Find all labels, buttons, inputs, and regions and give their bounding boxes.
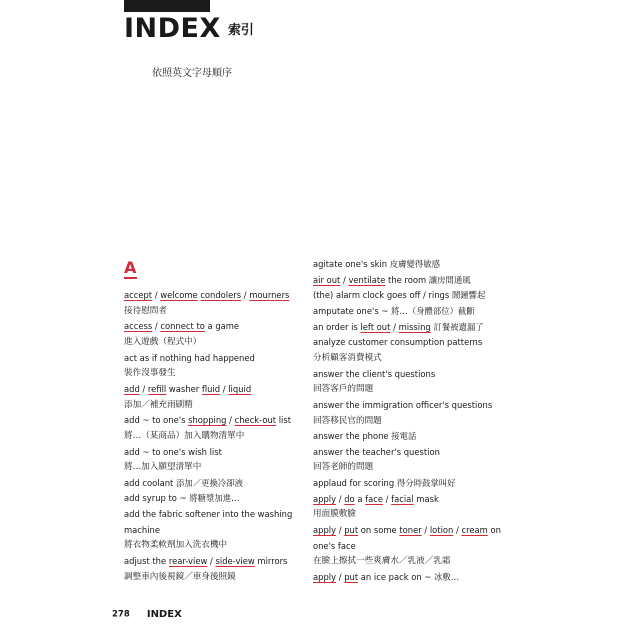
- index-translation: 回答老師的問題: [313, 462, 374, 473]
- index-entry: [313, 368, 435, 380]
- index-translation: 將衣物柔軟劑加入洗衣機中: [124, 540, 228, 551]
- entry-text: analyze customer consumption patterns: [313, 337, 483, 348]
- index-entry: [313, 289, 485, 301]
- entry-text: one's face: [313, 540, 356, 551]
- index-entry: [124, 555, 287, 567]
- index-translation: 調整車內後視鏡／車身後照鏡: [124, 571, 236, 582]
- index-entry: [313, 493, 439, 505]
- entry-text: adjust the: [124, 556, 169, 567]
- entry-text: add ~ to one's wish list: [124, 446, 222, 457]
- index-translation: 用面膜敷臉: [313, 509, 356, 520]
- entry-text: add the fabric softener into the washing: [124, 509, 293, 520]
- index-entry: [313, 446, 440, 458]
- index-entry: [313, 477, 455, 489]
- entry-text: /: [421, 525, 430, 536]
- entry-text: mask: [413, 493, 439, 504]
- entry-text: a: [354, 493, 366, 504]
- keyword-underlined: mourners: [249, 290, 290, 300]
- entry-text: act as if nothing had happened: [124, 352, 255, 363]
- keyword-underlined: apply: [313, 525, 337, 536]
- page-footer: [112, 604, 182, 623]
- index-translation: 添加／補充雨刷精: [124, 399, 193, 410]
- index-entry: [313, 540, 356, 552]
- keyword-underlined: toner: [399, 525, 422, 536]
- index-entry: [124, 320, 239, 332]
- keyword-underlined: do: [344, 493, 355, 504]
- entry-text: on some: [358, 525, 400, 536]
- entry-text: /: [336, 525, 345, 536]
- entry-text: /: [336, 572, 345, 582]
- title-chinese: 索引: [227, 23, 254, 38]
- keyword-underlined: condolers: [200, 290, 242, 300]
- entry-text: answer the teacher's question: [313, 446, 440, 457]
- keyword-underlined: apply: [313, 572, 337, 582]
- entry-text: /: [336, 493, 345, 504]
- entry-text: list: [276, 415, 292, 426]
- index-entry: [313, 399, 492, 411]
- index-entry: [124, 524, 160, 536]
- keyword-underlined: ventilate: [348, 274, 386, 285]
- index-entry: [313, 571, 459, 583]
- keyword-underlined: rear-view: [168, 556, 208, 567]
- entry-text: machine: [124, 524, 160, 535]
- section-letter-underline: [124, 277, 137, 279]
- entry-text: /: [152, 290, 161, 300]
- keyword-underlined: apply: [313, 493, 337, 504]
- keyword-underlined: check-out: [234, 415, 277, 426]
- index-entry: [124, 492, 239, 504]
- index-entry: [313, 305, 475, 317]
- index-translation: 回答客戶的問題: [313, 384, 374, 395]
- index-entry: [124, 414, 291, 426]
- keyword-underlined: side-view: [215, 556, 255, 567]
- entry-text: add coolant 添加／更換冷卻液: [124, 477, 243, 488]
- keyword-underlined: refill: [147, 383, 167, 394]
- title-main: INDEX: [124, 13, 221, 44]
- keyword-underlined: put: [344, 572, 359, 582]
- index-entry: [124, 383, 251, 395]
- keyword-underlined: accept: [124, 290, 153, 300]
- index-entry: [313, 321, 484, 333]
- entry-text: add ~ to one's: [124, 415, 189, 426]
- index-translation: 將…加入願望清單中: [124, 462, 202, 473]
- entry-text: answer the immigration officer's questions: [313, 399, 493, 410]
- keyword-underlined: liquid: [228, 383, 252, 394]
- index-entry: [313, 258, 440, 270]
- index-entry: [313, 524, 501, 536]
- keyword-underlined: air out: [313, 274, 341, 285]
- keyword-underlined: facial: [391, 493, 414, 504]
- index-entry: [313, 336, 482, 348]
- index-entry: [124, 477, 243, 489]
- section-letter: A: [124, 258, 137, 277]
- page-subtitle: 依照英文字母順序: [152, 68, 232, 79]
- keyword-underlined: put: [344, 525, 359, 536]
- keyword-underlined: shopping: [188, 415, 227, 426]
- entry-text: mirrors: [254, 556, 288, 567]
- header-decor-bar: [124, 0, 210, 12]
- index-translation: 將…（某商品）加入購物清單中: [124, 430, 245, 441]
- keyword-underlined: left out: [360, 321, 391, 332]
- entry-text: applaud for scoring 得分時鼓掌叫好: [313, 478, 456, 489]
- index-translation: 分析顧客消費模式: [313, 352, 382, 363]
- entry-text: add syrup to ~ 將糖漿加進…: [124, 493, 240, 504]
- entry-text: /: [139, 383, 148, 394]
- keyword-underlined: missing: [398, 321, 431, 332]
- index-entry: [124, 352, 255, 364]
- entry-text: /: [226, 415, 235, 426]
- index-entry: [124, 289, 289, 301]
- entry-text: /: [340, 274, 349, 285]
- entry-text: /: [220, 383, 229, 394]
- index-translation: 進入遊戲（程式中）: [124, 336, 202, 347]
- entry-text: answer the client's questions: [313, 368, 436, 379]
- keyword-underlined: cream: [461, 525, 488, 536]
- index-entry: [313, 430, 416, 442]
- entry-text: /: [152, 321, 161, 332]
- keyword-underlined: lotion: [429, 525, 454, 536]
- index-entry: [124, 508, 292, 520]
- keyword-underlined: add: [124, 383, 140, 394]
- index-translation: 回答移民官的問題: [313, 415, 382, 426]
- keyword-underlined: connect to: [160, 321, 205, 332]
- index-entry: [313, 274, 471, 286]
- keyword-underlined: access: [124, 321, 153, 332]
- keyword-underlined: fluid: [201, 383, 221, 394]
- entry-text: answer the phone 接電話: [313, 431, 417, 442]
- entry-text: amputate one's ~ 將…（身體部位）截斷: [313, 305, 475, 316]
- page-number: 278: [112, 609, 130, 620]
- entry-text: agitate one's skin 皮膚變得敏感: [313, 259, 440, 269]
- entry-text: an ice pack on ~ 冰敷…: [358, 572, 460, 582]
- entry-text: a game: [204, 321, 240, 332]
- keyword-underlined: face: [365, 493, 383, 504]
- index-translation: 接待慰問者: [124, 305, 167, 316]
- entry-text: on: [487, 525, 501, 536]
- index-translation: 在臉上擦拭一些爽膚水／乳液／乳霜: [313, 556, 451, 567]
- entry-text: an order is: [313, 321, 361, 332]
- entry-text: /: [241, 290, 250, 300]
- entry-text: the room 讓房間通風: [385, 274, 471, 285]
- entry-text: /: [453, 525, 462, 536]
- entry-text: /: [382, 493, 392, 504]
- footer-label: INDEX: [146, 609, 182, 620]
- entry-text: /: [390, 321, 399, 332]
- keyword-underlined: welcome: [160, 290, 198, 300]
- index-entry: [124, 446, 222, 458]
- index-translation: 裝作沒事發生: [124, 368, 176, 379]
- entry-text: washer: [166, 383, 202, 394]
- entry-text: (the) alarm clock goes off / rings 鬧鐘響起: [313, 290, 486, 301]
- entry-text: 訂餐被遺漏了: [430, 321, 484, 332]
- page-title: [124, 13, 254, 44]
- entry-text: /: [207, 556, 216, 567]
